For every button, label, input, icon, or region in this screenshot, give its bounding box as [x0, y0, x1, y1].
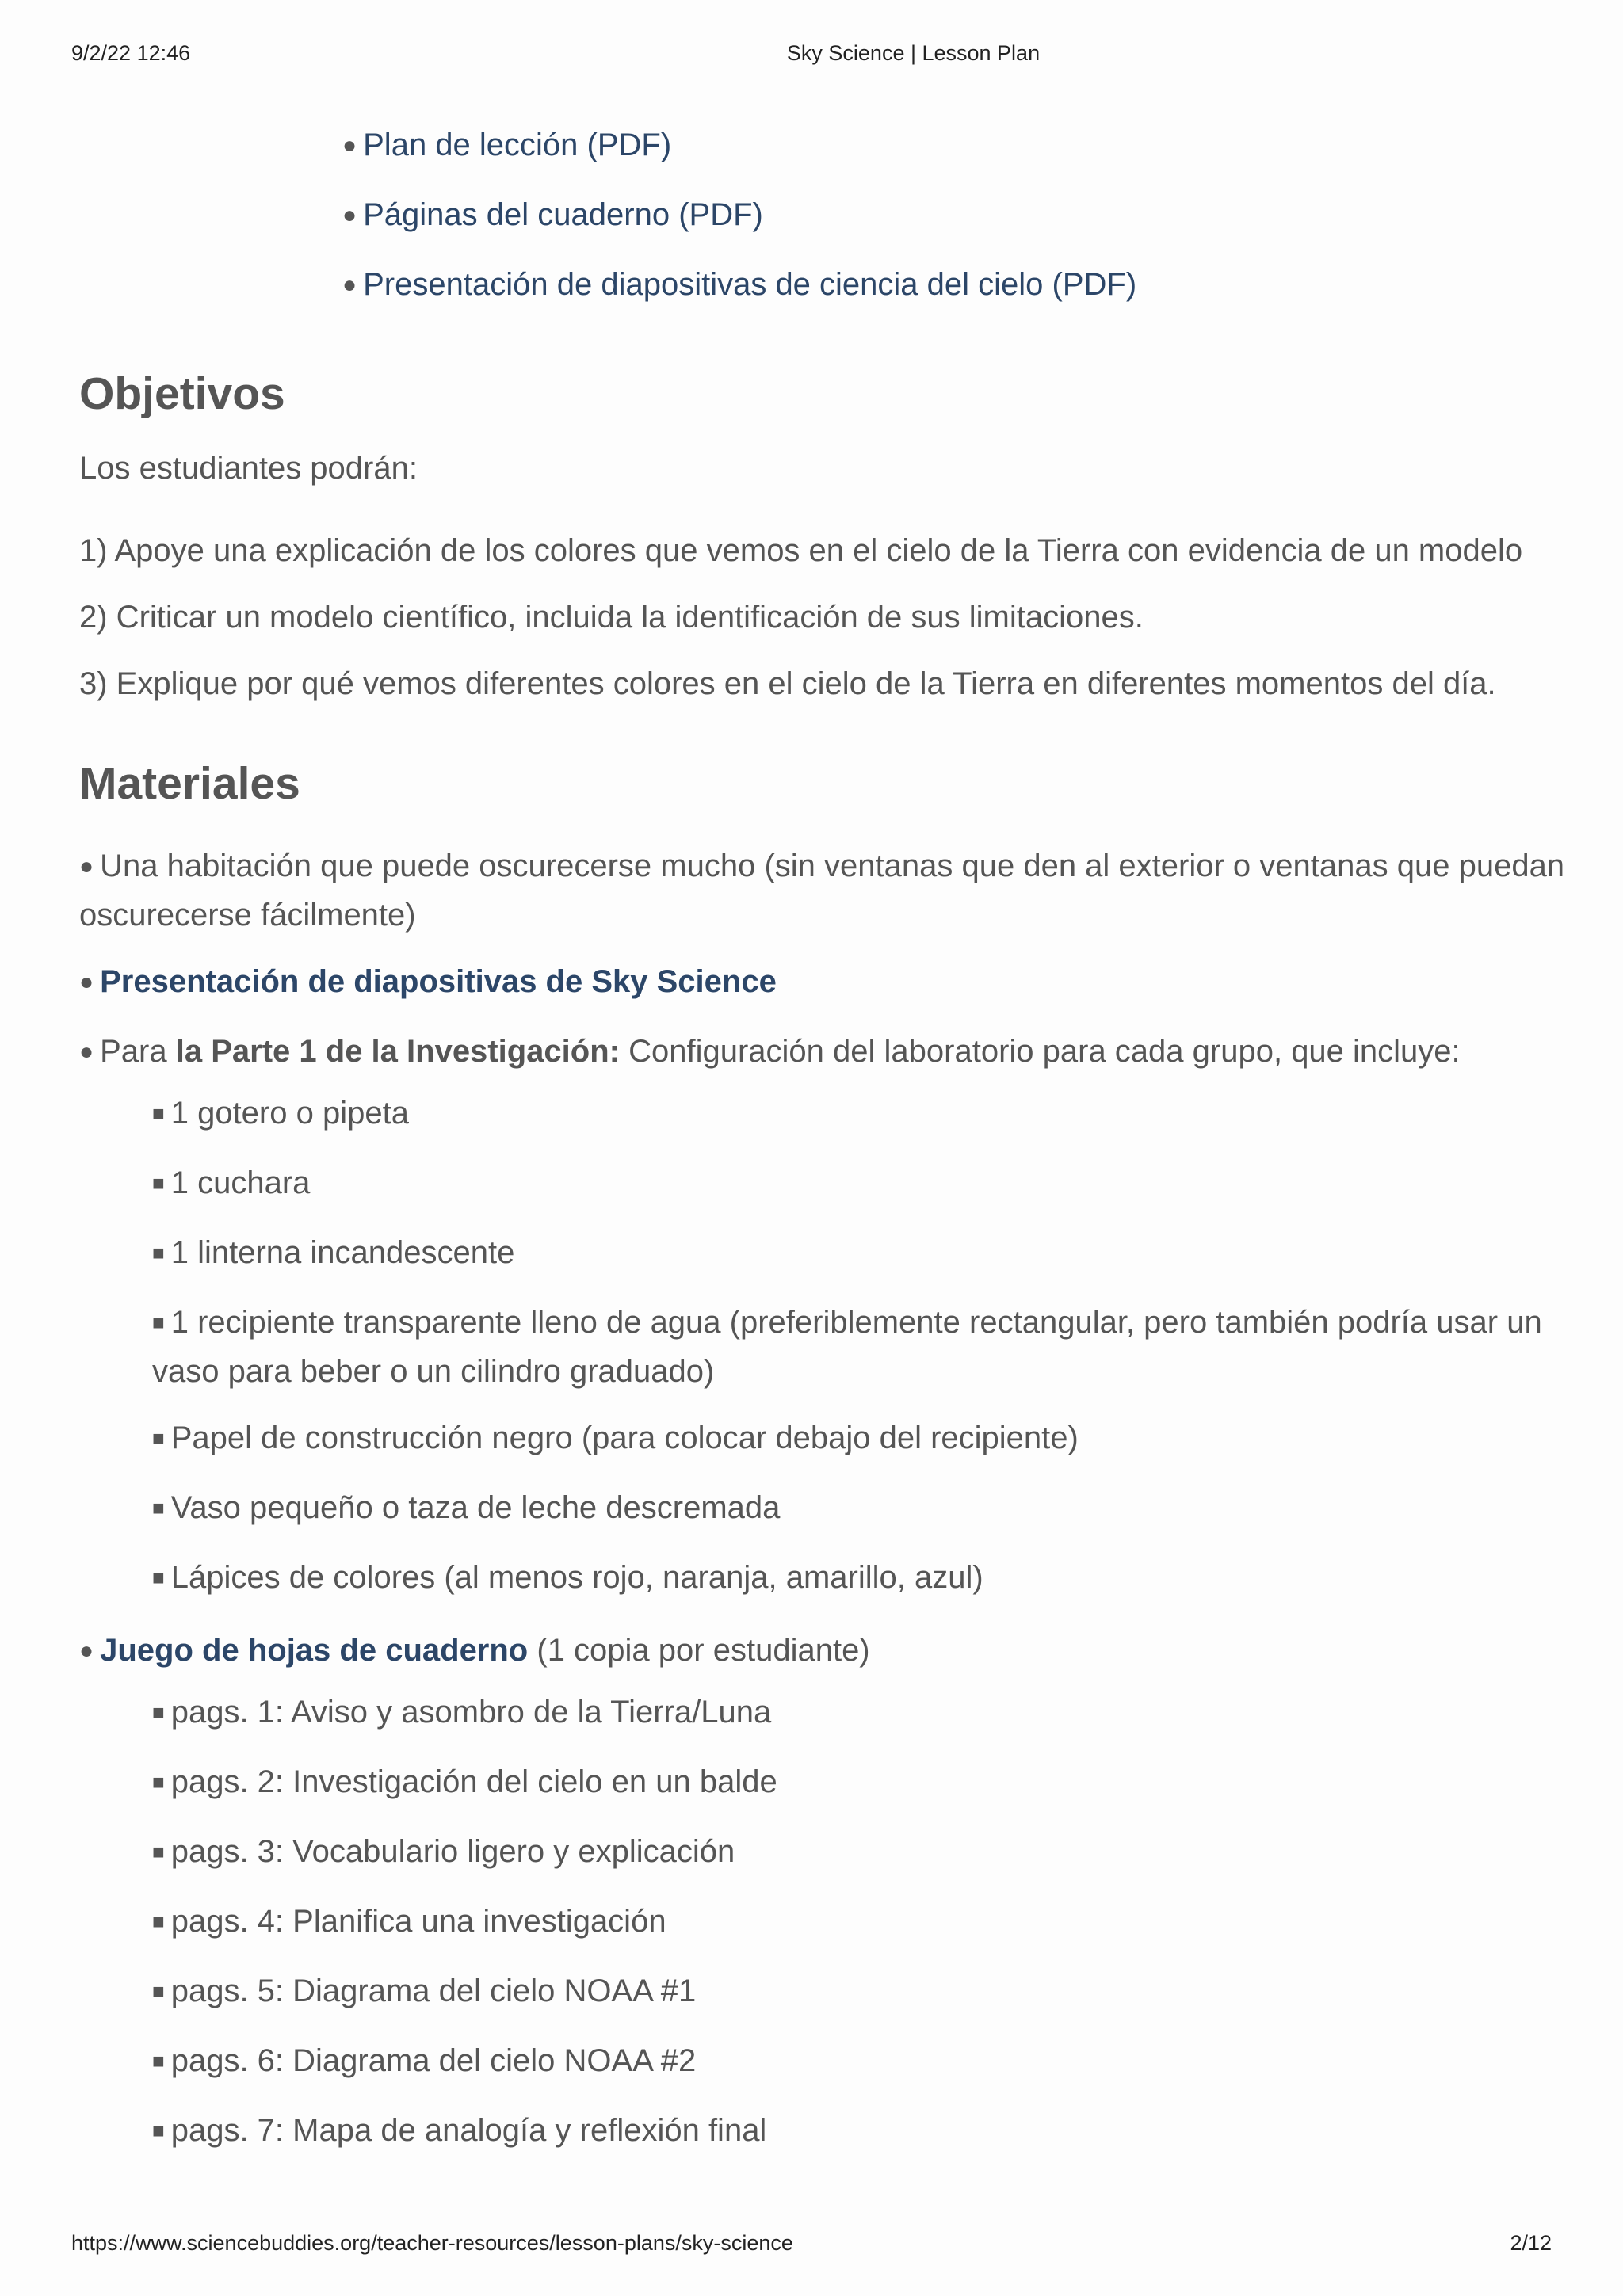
bullet-icon: ●: [79, 1638, 94, 1664]
objective-item: 2) Criticar un modelo científico, incluida la identificación de sus limitaciones.: [79, 600, 1144, 635]
material-item: [79, 1627, 1569, 1676]
square-bullet-icon: ■: [152, 1770, 165, 1794]
sublist-item-text: pags. 6: Diagrama del cielo NOAA #2: [170, 2043, 697, 2078]
square-bullet-icon: ■: [152, 2119, 165, 2142]
sublist-item: [152, 1415, 1569, 1464]
slideshow-link[interactable]: Presentación de diapositivas de Sky Science: [100, 964, 777, 999]
download-item: [342, 196, 1569, 236]
print-url: https://www.sciencebuddies.org/teacher-resources/lesson-plans/sky-science: [71, 2231, 793, 2255]
sublist-item-text: 1 linterna incandescente: [170, 1235, 515, 1270]
print-title: Sky Science | Lesson Plan: [786, 41, 1041, 65]
sublist-item: [152, 1759, 1569, 1808]
materials-list: [79, 843, 1569, 2157]
sublist-item: [152, 1090, 1569, 1139]
sublist-item: [152, 1968, 1569, 2017]
bullet-icon: ●: [79, 1039, 94, 1065]
room-text: Una habitación que puede oscurecerse mucho (sin ventanas que den al exterior o ventanas que puedan oscurecerse fácilmente): [79, 849, 1565, 933]
download-links: [342, 127, 1569, 306]
square-bullet-icon: ■: [152, 2049, 165, 2073]
sublist-item: [152, 1554, 1569, 1604]
square-bullet-icon: ■: [152, 1909, 165, 1933]
sublist-item-text: pags. 2: Investigación del cielo en un balde: [170, 1764, 777, 1799]
sublist-item: [152, 1829, 1569, 1878]
sublist-item: [152, 1230, 1569, 1279]
bullet-icon: ●: [79, 969, 94, 995]
objectives-heading: Objetivos: [79, 368, 285, 419]
sublist-item: [152, 1485, 1569, 1534]
sublist-item-text: pags. 3: Vocabulario ligero y explicación: [170, 1834, 735, 1869]
sublist-item-text: 1 recipiente transparente lleno de agua (preferiblemente rectangular, pero también podría usar un vaso para beber o un cilindro graduado): [152, 1305, 1542, 1389]
sublist-item: [152, 1160, 1569, 1209]
square-bullet-icon: ■: [152, 1426, 165, 1450]
main-content: [79, 127, 1569, 2180]
download-item: [342, 266, 1569, 306]
square-bullet-icon: ■: [152, 1241, 165, 1264]
square-bullet-icon: ■: [152, 1979, 165, 2003]
download-item: [342, 127, 1569, 166]
sublist-item: [152, 1299, 1569, 1394]
notebook-pages-pdf-link[interactable]: Páginas del cuaderno (PDF): [363, 197, 763, 232]
objective-item: 3) Explique por qué vemos diferentes colores en el cielo de la Tierra en diferentes momentos del día.: [79, 666, 1496, 701]
sublist-item-text: Papel de construcción negro (para colocar debajo del recipiente): [170, 1421, 1079, 1455]
part1-pre: Para: [100, 1034, 167, 1069]
square-bullet-icon: ■: [152, 1700, 165, 1724]
sublist-item-text: pags. 1: Aviso y asombro de la Tierra/Luna: [170, 1695, 772, 1730]
sublist-item-text: 1 gotero o pipeta: [170, 1096, 409, 1131]
materials-heading: Materiales: [79, 758, 300, 809]
bullet-icon: ●: [342, 132, 357, 158]
square-bullet-icon: ■: [152, 1310, 165, 1334]
square-bullet-icon: ■: [152, 1840, 165, 1863]
bullet-icon: ●: [79, 853, 94, 879]
bullet-icon: ●: [342, 202, 357, 228]
material-item: [79, 843, 1569, 938]
objective-item: 1) Apoye una explicación de los colores que vemos en el cielo de la Tierra con evidencia de un modelo: [79, 533, 1523, 568]
part1-bold: la Parte 1 de la Investigación:: [175, 1034, 620, 1069]
sublist-item: [152, 2038, 1569, 2087]
part1-sublist: [152, 1090, 1569, 1604]
print-datetime: 9/2/22 12:46: [71, 41, 191, 65]
sublist-item: [152, 1898, 1569, 1947]
objectives-list: [79, 528, 1569, 707]
material-item: [79, 1028, 1569, 1077]
sublist-item-text: 1 cuchara: [170, 1165, 311, 1200]
square-bullet-icon: ■: [152, 1566, 165, 1589]
sublist-item: [152, 1689, 1569, 1738]
sublist-item-text: Lápices de colores (al menos rojo, naranja, amarillo, azul): [170, 1560, 983, 1595]
sublist-item-text: pags. 7: Mapa de analogía y reflexión final: [170, 2113, 767, 2148]
square-bullet-icon: ■: [152, 1171, 165, 1195]
part1-post: Configuración del laboratorio para cada grupo, que incluye:: [628, 1034, 1461, 1069]
square-bullet-icon: ■: [152, 1101, 165, 1125]
objectives-lead: Los estudiantes podrán:: [79, 451, 418, 486]
slideshow-pdf-link[interactable]: Presentación de diapositivas de ciencia del cielo (PDF): [363, 267, 1137, 302]
sublist-item-text: pags. 5: Diagrama del cielo NOAA #1: [170, 1974, 697, 2008]
bullet-icon: ●: [342, 272, 357, 298]
notebook-sublist: [152, 1689, 1569, 2157]
sublist-item-text: pags. 4: Planifica una investigación: [170, 1904, 666, 1939]
notebook-link[interactable]: Juego de hojas de cuaderno: [100, 1633, 529, 1668]
sublist-item: [152, 2107, 1569, 2157]
square-bullet-icon: ■: [152, 1496, 165, 1520]
lesson-plan-pdf-link[interactable]: Plan de lección (PDF): [363, 128, 672, 162]
sublist-item-text: Vaso pequeño o taza de leche descremada: [170, 1490, 781, 1525]
material-item: [79, 959, 1569, 1008]
notebook-note: (1 copia por estudiante): [537, 1633, 870, 1668]
page-number: 2/12: [1510, 2231, 1552, 2255]
